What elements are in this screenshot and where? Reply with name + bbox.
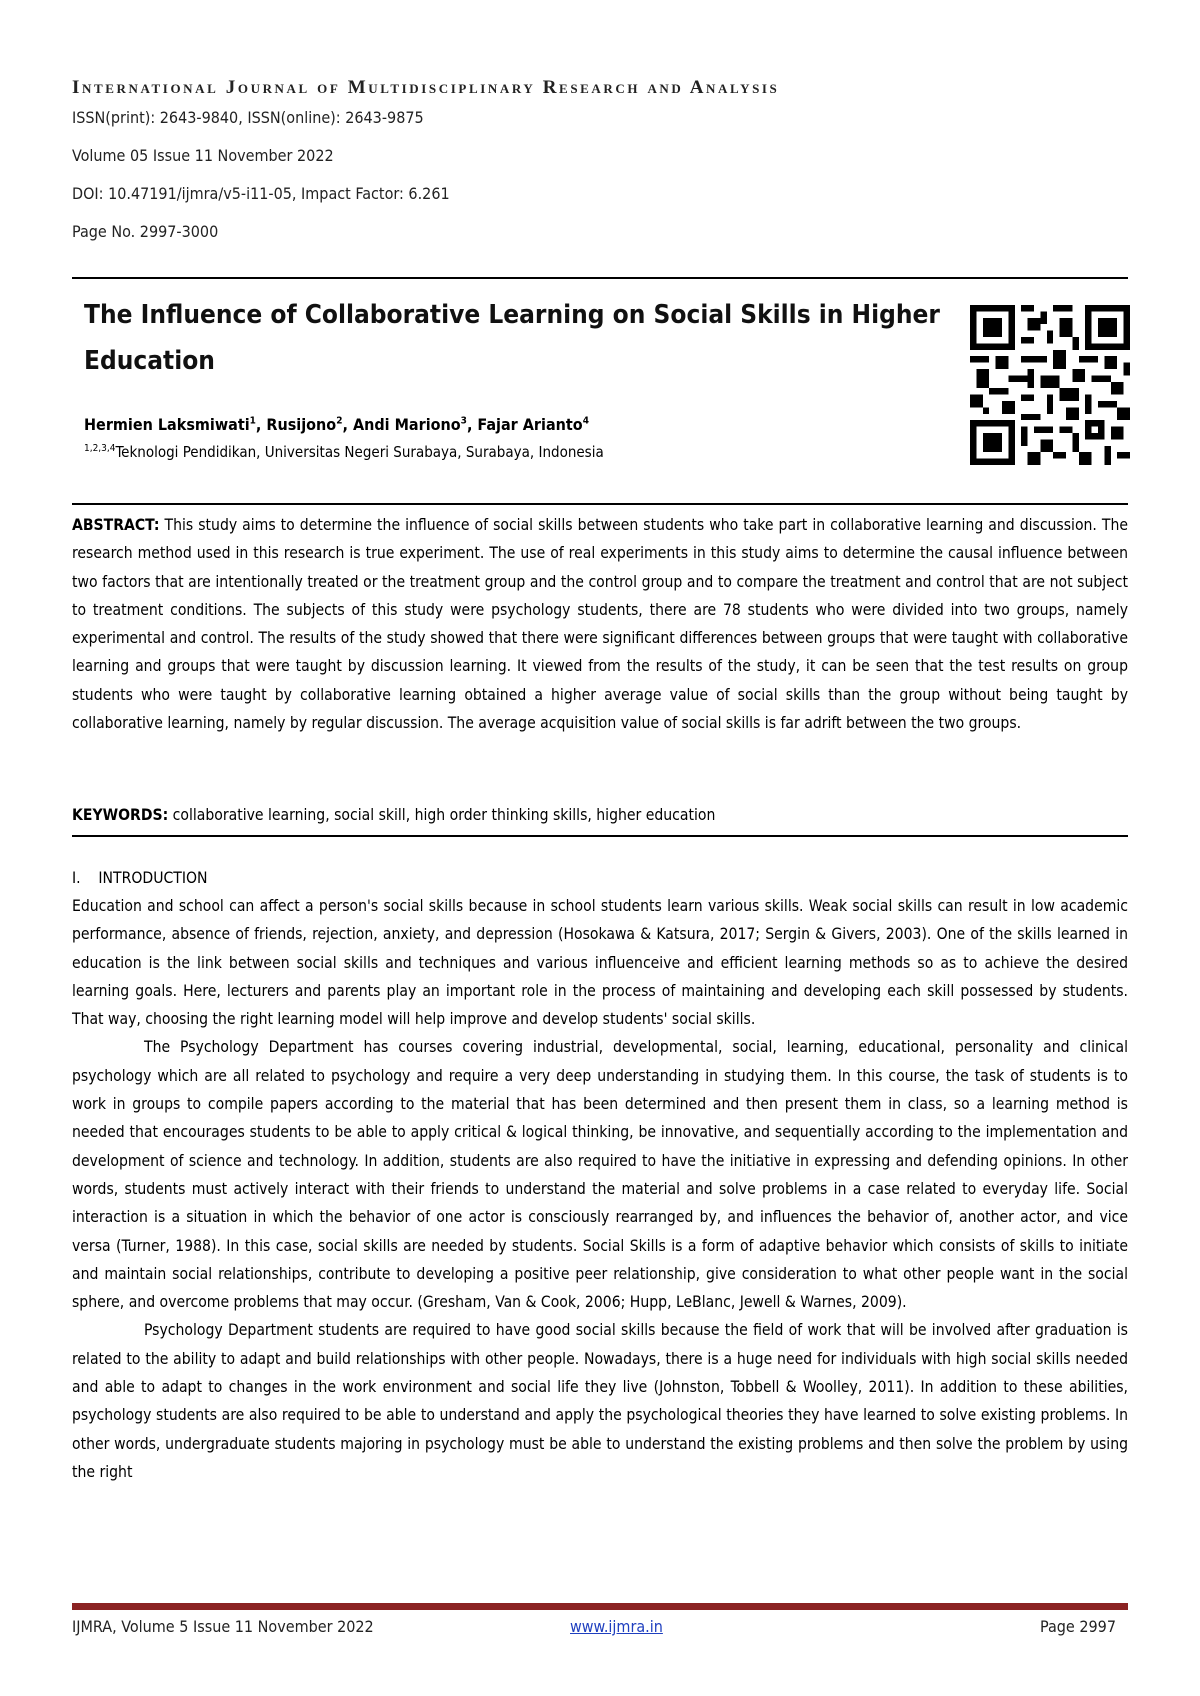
journal-name: International Journal of Multidisciplinary Research and Analysis [72,77,780,98]
doi-line: DOI: 10.47191/ijmra/v5-i11-05, Impact Factor: 6.261 [72,184,450,203]
author-name: Fajar Arianto [477,415,583,434]
paragraph: Education and school can affect a person's social skills because in school students learn various skills. Weak social skills can result in low academic performance, absence of friends, rejection, anxiety, and depression (Hosokawa & Katsura, 2017; Sergin & Givers, 2003). One of the skills learned in education is the link between social skills and techniques and various influenceive and efficient learning methods so as to achieve the desired learning goals. Here, lecturers and parents play an important role in the process of maintaining and developing each skill possessed by students. That way, choosing the right learning model will help improve and develop students' social skills. [72,897,1128,1029]
author-name: Rusijono [266,415,337,434]
abstract-top-rule [72,503,1128,505]
paragraph: The Psychology Department has courses covering industrial, developmental, social, learning, educational, personality and clinical psychology which are all related to psychology and require a very deep understanding in studying them. In this course, the task of students is to work in groups to compile papers according to the material that has been determined and then present them in class, so a learning method is needed that encourages students to be able to apply critical & logical thinking, be innovative, and sequentially according to the implementation and development of science and technology. In addition, students are also required to have the initiative in expressing and defending opinions. In other words, students must actively interact with their friends to understand the material and solve problems in a case related to everyday life. Social interaction is a situation in which the behavior of one actor is consciously rearranged by, and influences the behavior of, another actor, and vice versa (Turner, 1988). In this case, social skills are needed by students. Social Skills is a form of adaptive behavior which consists of skills to initiate and maintain social relationships, contribute to developing a positive peer relationship, give consideration to what other people want in the social sphere, and overcome problems that may occur. (Gresham, Van & Cook, 2006; Hupp, LeBlanc, Jewell & Warnes, 2009). [72,1038,1128,1312]
abstract-text: This study aims to determine the influence of social skills between students who take part in collaborative learning and discussion. The research method used in this research is true experiment. The use of real experiments in this study aims to determine the causal influence between two factors that are intentionally treated or the treatment group and the control group and to compare the treatment and control that are not subject to treatment conditions. The subjects of this study were psychology students, there are 78 students who were divided into two groups, namely experimental and control. The results of the study showed that there were significant differences between groups that were taught with collaborative learning and groups that were taught by discussion learning. It viewed from the results of the study, it can be seen that the test results on group students who were taught by collaborative learning obtained a higher average value of social skills than the group without being taught by collaborative learning, namely by regular discussion. The average acquisition value of social skills is far adrift between the two groups. [72,516,1128,733]
abstract-label: ABSTRACT: [72,516,160,534]
keywords-label: KEYWORDS: [72,806,169,824]
abstract-block [72,511,1128,737]
footer-website [570,1617,663,1636]
qr-code-image [970,305,1130,465]
introduction-body [72,892,1128,1486]
keywords-block [72,806,1128,824]
author-name: Hermien Laksmiwati [84,415,250,434]
abstract-bottom-rule [72,835,1128,837]
volume-line: Volume 05 Issue 11 November 2022 [72,146,334,165]
website-link[interactable]: www.ijmra.in [570,1617,663,1636]
affiliation: $^{1,2,3,4}$Teknologi Pendidikan, Universitas Negeri Surabaya, Surabaya, Indonesia [84,443,604,461]
issn-line: ISSN(print): 2643-9840, ISSN(online): 2643-9875 [72,108,424,127]
footer-divider [72,1603,1128,1610]
header-divider [72,277,1128,279]
page-range-line: Page No. 2997-3000 [72,222,219,241]
keywords-text: collaborative learning, social skill, high order thinking skills, higher education [172,806,716,824]
footer-page-number: Page 2997 [1040,1617,1116,1636]
section-heading: I. INTRODUCTION [72,869,208,887]
paragraph: Psychology Department students are required to have good social skills because the field of work that will be involved after graduation is related to the ability to adapt and build relationships with other people. Nowadays, there is a huge need for individuals with high social skills needed and able to adapt to changes in the work environment and social life they live (Johnston, Tobbell & Woolley, 2011). In addition to these abilities, psychology students are also required to be able to understand and apply the psychological theories they have learned to solve existing problems. In other words, undergraduate students majoring in psychology must be able to understand the existing problems and then solve the problem by using the right [72,1321,1128,1481]
article-title: The Influence of Collaborative Learning on Social Skills in Higher Education [84,300,940,376]
footer-journal-info: IJMRA, Volume 5 Issue 11 November 2022 [72,1617,374,1636]
author-name: Andi Mariono [352,415,461,434]
author-list: Hermien Laksmiwati$^1$, Rusijono$^2$, Andi Mariono$^3$, Fajar Arianto$^4$ [84,415,589,434]
